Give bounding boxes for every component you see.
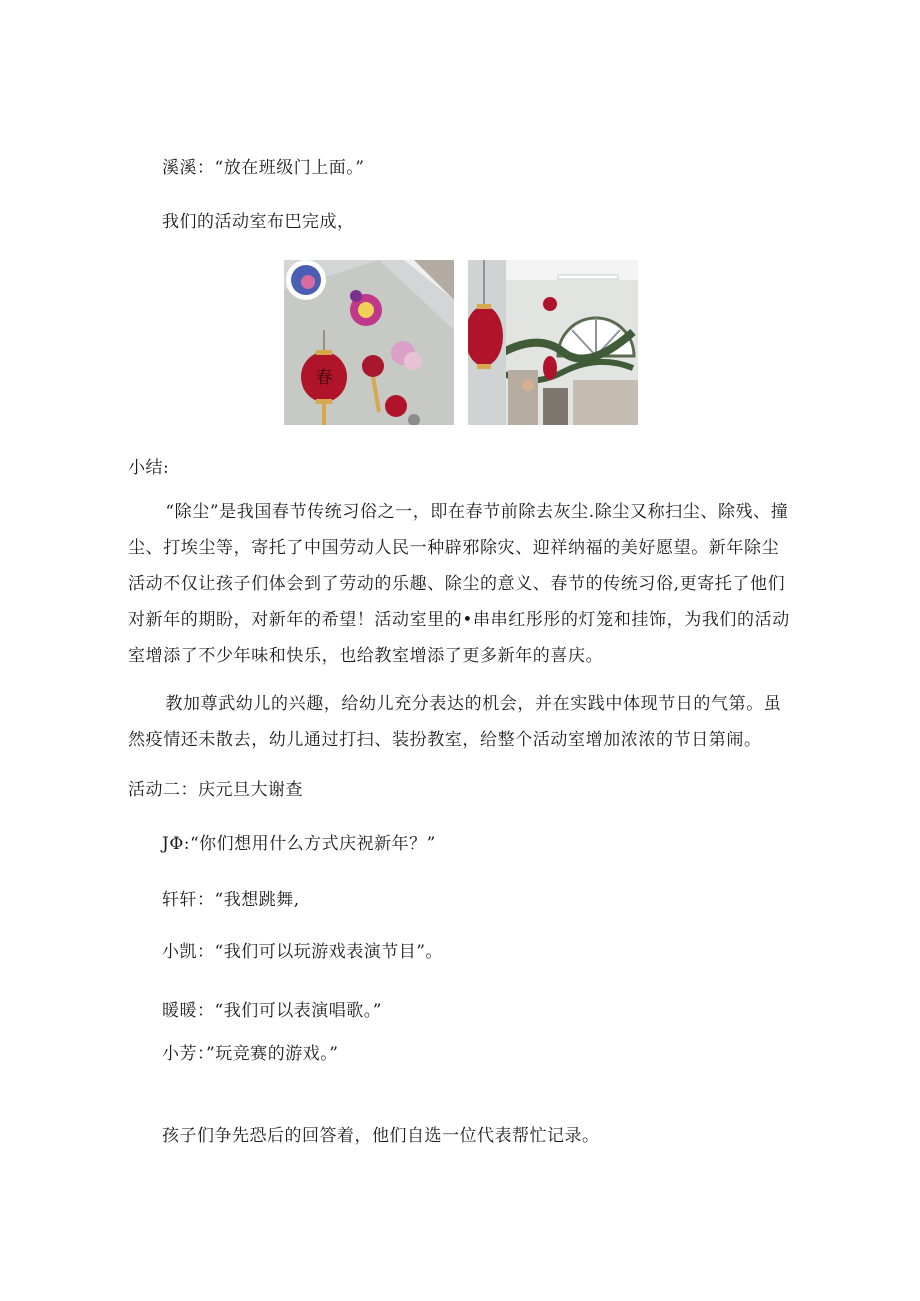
- text-children-answer: 孩子们争先恐后的回答着，他们自选一位代表帮忙记录。: [162, 1126, 600, 1146]
- photo-classroom-decorations-left: [284, 260, 454, 425]
- summary-paragraph-2: 教加尊武幼儿的兴趣，给幼儿充分表达的机会，并在实践中体现节日的气第。虽然疫情还未散去，幼儿通过打扫、装扮教室，给整个活动室增加浓浓的节日第闹。: [128, 694, 782, 750]
- photo-classroom-decorations-right: [468, 260, 638, 425]
- dialogue-xuanxuan: 轩轩：“我想跳舞,: [162, 890, 300, 910]
- lantern-character: 春: [315, 368, 333, 388]
- text-layout-done: 我们的活动室布巴完成，: [162, 212, 355, 232]
- dialogue-xiaokai: 小凯：“我们可以玩游戏表演节目”。: [162, 942, 443, 962]
- dialogue-xiaofang: 小芳：”玩竞赛的游戏。”: [162, 1044, 339, 1064]
- summary-heading: 小结:: [128, 458, 170, 478]
- summary-paragraph-1: “除尘”是我国春节传统习俗之一，即在春节前除去灰尘.除尘又称扫尘、除残、撞尘、打埃尘等，寄托了中国劳动人民一种辟邪除灾、迎祥纳福的美好愿望。新年除尘活动不仅让孩子们体会到了劳动的乐趣、除尘的意义、春节的传统习俗,更寄托了他们对新年的期盼，对新年的希望！活动室里的•串串红彤彤的灯笼和挂饰，为我们的活动室增添了不少年味和快乐，也给教室增添了更多新年的喜庆。: [128, 502, 790, 666]
- activity2-heading: 活动二：庆元旦大谢查: [128, 780, 303, 800]
- dialogue-xixi: 溪溪：“放在班级门上面。”: [162, 158, 365, 178]
- dialogue-nuannuan: 暖暖：“我们可以表演唱歌。”: [162, 1001, 382, 1021]
- dialogue-teacher-question: JΦ:“你们想用什么方式庆祝新年？”: [162, 834, 436, 854]
